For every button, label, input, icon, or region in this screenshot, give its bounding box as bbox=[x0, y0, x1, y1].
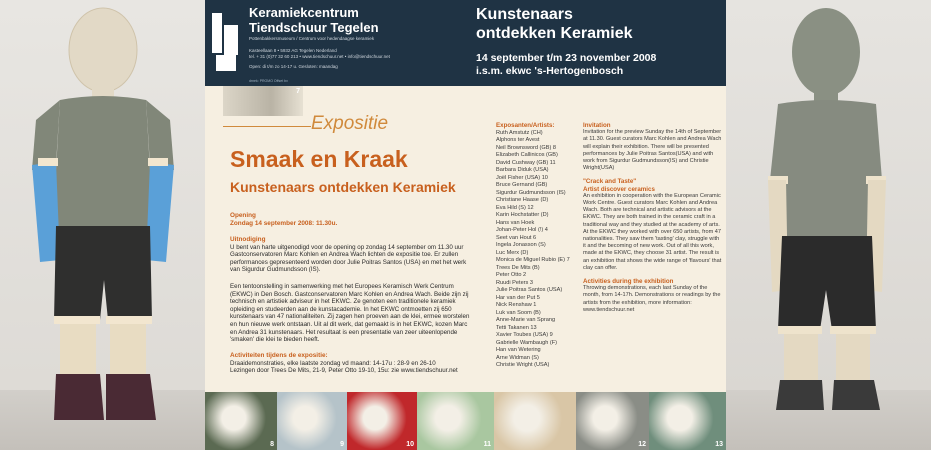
exhibitor-item: Seet van Hout 6 bbox=[496, 234, 537, 241]
exhibitor-item: Har van der Put 5 bbox=[496, 294, 540, 301]
exhibitor-item: Sigurdur Gudmundsson (IS) bbox=[496, 189, 566, 196]
exhibitor-item: Gabrielle Wambaugh (F) bbox=[496, 339, 558, 346]
exhibitor-item: Peter Otto 2 bbox=[496, 272, 527, 278]
activities-en-heading: Activities during the exhibition bbox=[583, 278, 674, 286]
artwork-image bbox=[277, 392, 347, 450]
activities-heading: Activiteiten tijdens de expositie: bbox=[230, 352, 328, 359]
exhibitor-item: Monica de Miguel Rubio (E) 7 bbox=[496, 257, 570, 263]
exhibitor-item: Luk van Soom (B) bbox=[496, 309, 541, 316]
image-number: 9 bbox=[340, 441, 344, 448]
org-contact: Kasteellaan 8 • 5932 AG Tegelen Nederland tel. + 31 (0)77 32 60 213 • www.tiendschuur.net • info@tiendschuur.net bbox=[249, 48, 390, 59]
exhibitor-item: Nick Renshaw 1 bbox=[496, 302, 537, 308]
description-text: Een tentoonstelling in samenwerking met het Europees Keramisch Werk Centrum (EKWC) in Den Bosch. Gastconservatoren Marc Kohlen en Andrea Wach. Beide zijn zij technisch en artistiek adviseur in het EKWC. Ze genoten een traditionele keramiek opleiding en studeerden aan de kunstacademie. In het EKWC ontmoetten zij 650 kunstenaars van 47 nationaliteiten. Zij zagen hen proeven aan de klei, ermee worstelen en hun nieuwe werk ontstaan. Uit al dit werk, dat gemaakt is in het EKWC, kozen Marc en Andrea 31 kunstenaars. Het resultaat is een presentatie van zeer uiteenlopende 'smaken' die klei te bieden heeft. bbox=[230, 283, 470, 344]
exhibitor-item: Christie Wright (USA) bbox=[496, 362, 550, 368]
artwork-image bbox=[417, 392, 494, 450]
exhibitor-item: Bruce Gernand (GB) bbox=[496, 182, 548, 188]
org-subtitle: Pottenbakkersmuseum / Centrum voor hedendaagse keramiek bbox=[249, 36, 375, 41]
artwork-image bbox=[347, 392, 417, 450]
museum-logo-icon bbox=[210, 5, 240, 75]
exhibitor-item: Barbara Diduk (USA) bbox=[496, 167, 549, 173]
exposition-label: Expositie bbox=[311, 113, 389, 134]
activities-block bbox=[230, 352, 475, 375]
exhibitor-item: Luc Merx (D) bbox=[496, 249, 529, 256]
exhibitors-heading: Exposanten/Artists: bbox=[496, 122, 555, 129]
org-name-line1: Keramiekcentrum bbox=[249, 5, 359, 20]
activities-text: Draaidemonstraties, elke laatste zondag vd maand: 14-17u : 28-9 en 26-10 Lezingen door Trees De Mits, 21-9, Peter Otto 19-10, 15u: zie www.tiendschuur.net bbox=[230, 359, 458, 375]
exhibitors-column bbox=[496, 122, 596, 370]
ceramic-figure-left bbox=[0, 0, 205, 450]
exhibitor-item: Elizabeth Callinicos (GB) bbox=[496, 152, 558, 158]
invitation-en-heading: Invitation bbox=[583, 122, 611, 129]
artwork-image-strip bbox=[205, 392, 726, 450]
exhibition-poster bbox=[205, 0, 726, 450]
exhibitor-item: Julie Poitras Santos (USA) bbox=[496, 287, 563, 293]
exhibitor-item: Trees De Mits (B) bbox=[496, 264, 540, 271]
english-column bbox=[583, 122, 723, 314]
exhibition-subtitle: Kunstenaars ontdekken Keramiek bbox=[230, 179, 456, 195]
activities-en-text: Throwing demonstrations, each last Sunday of the month, from 14-17h. Demonstrations or readings by the artists from the exhibition, more information: www.tiendschuur.net bbox=[583, 285, 721, 313]
opening-heading: Opening bbox=[230, 212, 256, 219]
exhibitor-item: Anne-Marie van Sprang bbox=[496, 317, 556, 323]
exhibitor-item: Xavier Toubes (USA) 9 bbox=[496, 332, 553, 338]
opening-hours: Open: di t/m zo 14-17 u. Gesloten: maandag bbox=[249, 64, 338, 69]
poster-title: Kunstenaars ontdekken Keramiek bbox=[476, 6, 633, 42]
artwork-image bbox=[494, 392, 576, 450]
image-number: 11 bbox=[483, 441, 491, 448]
exhibitor-item: Ingela Jonasson (S) bbox=[496, 242, 546, 248]
artwork-image bbox=[649, 392, 726, 450]
invitation-en-text: Invitation for the preview Sunday the 14th of September at 11.30. Guest curators Marc Kohlen and Andrea Wach will explain their exhibition. There will be presented performances by Julie Poitras Santos(USA) and with work from Sigurdur Gudmundsson(IS) and Christie Wright(USA) bbox=[583, 129, 722, 172]
artwork-image bbox=[576, 392, 649, 450]
exhibitor-item: Joël Fisher (USA) 10 bbox=[496, 174, 548, 181]
image-number: 12 bbox=[638, 441, 646, 448]
image-number: 10 bbox=[406, 441, 414, 448]
invitation-block bbox=[230, 236, 475, 274]
description-block bbox=[230, 283, 475, 344]
exhibitor-item: Neil Brownsword (GB) 8 bbox=[496, 144, 556, 151]
sculpture-image-7 bbox=[223, 86, 303, 116]
exhibitor-item: Eva Hild (S) 12 bbox=[496, 204, 534, 211]
left-figure-photo bbox=[0, 0, 205, 450]
divider bbox=[223, 126, 311, 127]
poster-dates: 14 september t/m 23 november 2008 i.s.m. ekwc 's-Hertogenbosch bbox=[476, 52, 657, 77]
image-number: 7 bbox=[296, 88, 300, 95]
exhibitor-item: Hans van Hoek bbox=[496, 219, 535, 226]
exhibitor-item: Arne Widman (S) bbox=[496, 354, 539, 361]
exhibitors-list bbox=[496, 130, 596, 370]
invitation-heading: Uitnodiging bbox=[230, 236, 266, 243]
exhibitor-item: Alphons ter Avest bbox=[496, 137, 540, 143]
poster-header bbox=[205, 0, 726, 86]
artwork-image bbox=[205, 392, 277, 450]
invitation-text: U bent van harte uitgenodigd voor de opening op zondag 14 september om 11.30 uur Gastconservatoren Marc Kohlen en Andrea Wach lichten de expositie toe. Er zullen performances gepresenteerd worden door Julie Poitras Santos (USA) en met het werk van Sigurdur Gudmundsson (IS). bbox=[230, 243, 467, 274]
print-credit: drnek: PROMO Offset bv bbox=[249, 79, 288, 83]
exhibitor-item: Tetti Takanen 13 bbox=[496, 324, 537, 331]
exhibitor-item: Johan-Peter Hol (!) 4 bbox=[496, 227, 548, 233]
image-number: 13 bbox=[715, 441, 723, 448]
ceramic-figure-right bbox=[726, 0, 931, 450]
crack-text: An exhibition in cooperation with the European Ceramic Work Centre. Guest curators Marc Kohlen and Andrea Wach. Both are technical and artistic advisors at the EKWC. They are both trained in the ceramic craft in a traditional way and they studied at the academy of arts. At the EKWC they worked with over 650 artists, from 47 nationalities. They saw them 'tasting' clay, struggle with it and the becoming of new work. Out of all this work, made at the EKWC, they choose 31 artist. The result is an exhibition that shows the wide range of 'flavours' that clay can offer. bbox=[583, 192, 722, 271]
image-number: 8 bbox=[270, 441, 274, 448]
opening-block bbox=[230, 212, 475, 227]
crack-heading: "Crack and Taste" bbox=[583, 178, 637, 186]
exhibitor-item: Ruth Amstutz (CH) bbox=[496, 129, 543, 136]
opening-date: Zondag 14 september 2008: 11.30u. bbox=[230, 219, 338, 227]
exhibitor-item: David Cushway (GB) 11 bbox=[496, 159, 556, 166]
exhibitor-item: Christiane Haase (D) bbox=[496, 197, 549, 203]
crack-subheading: Artist discover ceramics bbox=[583, 185, 655, 193]
exhibitor-item: Ruudi Peters 3 bbox=[496, 279, 534, 286]
exhibitor-item: Karin Hochstatter (D) bbox=[496, 212, 549, 218]
org-name bbox=[249, 5, 379, 35]
right-figure-photo bbox=[726, 0, 931, 450]
org-name-line2: Tiendschuur Tegelen bbox=[249, 20, 379, 35]
exhibitor-item: Han van Wetering bbox=[496, 347, 541, 353]
exhibition-title: Smaak en Kraak bbox=[230, 146, 408, 172]
